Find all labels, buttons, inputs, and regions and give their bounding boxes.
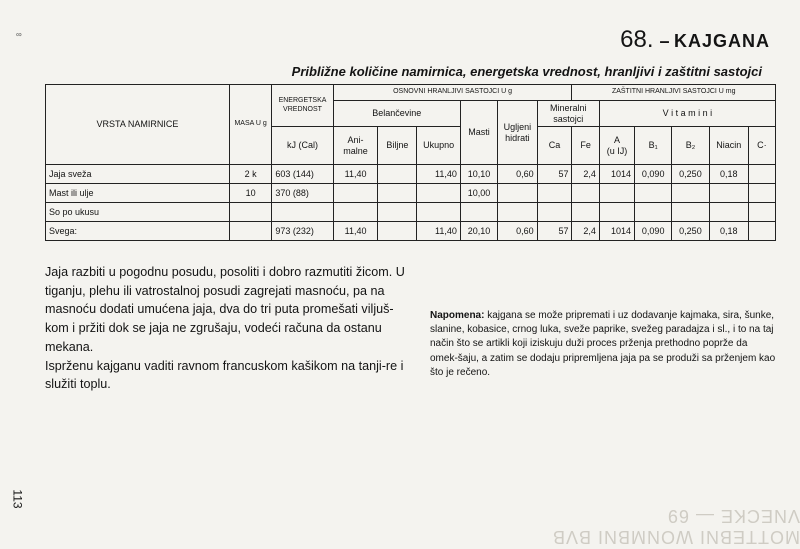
- header-basic-nutrients: OSNOVNI HRANLJIVI SASTOJCI U g: [333, 85, 572, 101]
- table-row: [46, 184, 776, 203]
- row-c: [748, 184, 775, 203]
- total-total: 11,40: [417, 222, 460, 241]
- row-niacin: [709, 203, 748, 222]
- row-animal: [333, 184, 378, 203]
- header-carbs: Ugljeni hidrati: [498, 101, 538, 165]
- header-vitamin-c: C·: [748, 127, 775, 165]
- total-b2: 0,250: [672, 222, 709, 241]
- header-total: Ukupno: [417, 127, 460, 165]
- row-fe: [572, 184, 599, 203]
- table-caption: Približne količine namirnica, energetska vrednost, hranljivi i zaštitni sastojci: [291, 64, 762, 79]
- row-fat: 10,10: [460, 165, 497, 184]
- nutrition-table: [45, 84, 776, 241]
- header-plant: Biljne: [378, 127, 417, 165]
- header-item: VRSTA NAMIRNICE: [46, 85, 230, 165]
- header-protective-nutrients: ZAŠTITNI HRANLJIVI SASTOJCI U mg: [572, 85, 776, 101]
- row-fat: [460, 203, 497, 222]
- row-kj: 603: [275, 169, 291, 179]
- row-kj: 370: [275, 188, 291, 198]
- total-fat: 20,10: [460, 222, 497, 241]
- row-b2: [672, 184, 709, 203]
- row-animal: 11,40: [333, 165, 378, 184]
- header-minerals: Mineralni sastojci: [537, 101, 599, 127]
- row-a: 1014: [599, 165, 634, 184]
- row-b2: [672, 203, 709, 222]
- row-niacin: [709, 184, 748, 203]
- row-carbs: 0,60: [498, 165, 538, 184]
- total-fe: 2,4: [572, 222, 599, 241]
- row-niacin: 0,18: [709, 165, 748, 184]
- row-b2: 0,250: [672, 165, 709, 184]
- bleed-through-text: MOTTEBNI WONMBNI BVB VNECKE — 69: [551, 506, 800, 547]
- total-b1: 0,090: [635, 222, 672, 241]
- heading-dash: –: [659, 31, 670, 51]
- row-mass: 2 k: [229, 165, 271, 184]
- instruction-paragraph: Ispr​ženu kajganu vaditi ravnom francuskom kašikom na tanji-re i služiti toplu.: [45, 358, 404, 392]
- total-row: [46, 222, 776, 241]
- row-c: [748, 203, 775, 222]
- total-carbs: 0,60: [498, 222, 538, 241]
- row-name: Mast ili ulje: [46, 184, 230, 203]
- row-cal: (144): [292, 169, 314, 179]
- row-energy: [272, 165, 333, 184]
- total-c: [748, 222, 775, 241]
- header-vitamins: V i t a m i n i: [599, 101, 775, 127]
- recipe-instructions: [45, 263, 410, 394]
- row-energy: [272, 184, 333, 203]
- header-b2: B₂: [672, 127, 709, 165]
- total-mass: [229, 222, 271, 241]
- row-energy: [272, 203, 333, 222]
- row-cal: (88): [292, 188, 309, 198]
- row-plant: [378, 165, 417, 184]
- header-ca: Ca: [537, 127, 572, 165]
- row-mass: [229, 203, 271, 222]
- row-plant: [378, 184, 417, 203]
- recipe-title: KAJGANA: [673, 31, 770, 51]
- total-animal: 11,40: [333, 222, 378, 241]
- page-number: 113: [10, 489, 25, 509]
- table-row: [46, 165, 776, 184]
- total-energy: [272, 222, 333, 241]
- row-ca: [537, 184, 572, 203]
- header-protein: Belančevine: [333, 101, 460, 127]
- total-plant: [378, 222, 417, 241]
- header-fe: Fe: [572, 127, 599, 165]
- row-name: So po ukusu: [46, 203, 230, 222]
- total-name: Svega:: [46, 222, 230, 241]
- row-a: [599, 203, 634, 222]
- recipe-number: 68.: [620, 26, 654, 53]
- header-b1: B₁: [635, 127, 672, 165]
- row-total: 11,40: [417, 165, 460, 184]
- row-mass: 10: [229, 184, 271, 203]
- header-energy-units: kJ (Cal): [272, 127, 333, 165]
- header-niacin: Niacin: [709, 127, 748, 165]
- row-carbs: [498, 184, 538, 203]
- recipe-heading: [620, 26, 770, 54]
- row-fe: [572, 203, 599, 222]
- header-fat: Masti: [460, 101, 497, 165]
- instruction-paragraph: Jaja razbiti u pogodnu posudu, posoliti i dobro razmutiti žicom. U tiganju, plehu ili vatrostalnoj posudi zagrejati masnoću, pa na masnoću dodati umućena jaja, dva do tri puta promešati viljuš-kom i pržiti dok se jaja ne zgrušaju, vodeći računa da ostanu mekana.: [45, 265, 405, 354]
- row-b1: 0,090: [635, 165, 672, 184]
- row-c: [748, 165, 775, 184]
- row-animal: [333, 203, 378, 222]
- table-row: [46, 203, 776, 222]
- row-ca: 57: [537, 165, 572, 184]
- row-b1: [635, 184, 672, 203]
- total-kj: 973: [275, 226, 291, 236]
- row-total: [417, 203, 460, 222]
- row-fat: 10,00: [460, 184, 497, 203]
- row-fe: 2,4: [572, 165, 599, 184]
- header-mass: MASA U g: [229, 85, 271, 165]
- row-carbs: [498, 203, 538, 222]
- recipe-note: [430, 309, 776, 380]
- row-name: Jaja sveža: [46, 165, 230, 184]
- row-ca: [537, 203, 572, 222]
- header-energy: ENERGETSKA VREDNOST: [272, 85, 333, 127]
- header-animal: Ani- malne: [333, 127, 378, 165]
- total-a: 1014: [599, 222, 634, 241]
- total-ca: 57: [537, 222, 572, 241]
- row-a: [599, 184, 634, 203]
- row-plant: [378, 203, 417, 222]
- note-label: Napomena:: [430, 310, 485, 321]
- corner-mark: ∞: [16, 30, 22, 39]
- row-b1: [635, 203, 672, 222]
- header-vitamin-a: A (u IJ): [599, 127, 634, 165]
- total-cal: (232): [292, 226, 314, 236]
- note-text: kajgana se može pripremati i uz dodavanje kajmaka, sira, šunke, slanine, kobasice, crnog luka, sveže paprike, svežeg paradajza i sl., i to na taj način što se artikli koji iziskuju duži proces prženja prethodno poprže da omek-šaju, a zatim se dodaju pripremljena jaja pa se produži sa prženjem kao što je rečeno.: [430, 310, 776, 378]
- row-total: [417, 184, 460, 203]
- total-niacin: 0,18: [709, 222, 748, 241]
